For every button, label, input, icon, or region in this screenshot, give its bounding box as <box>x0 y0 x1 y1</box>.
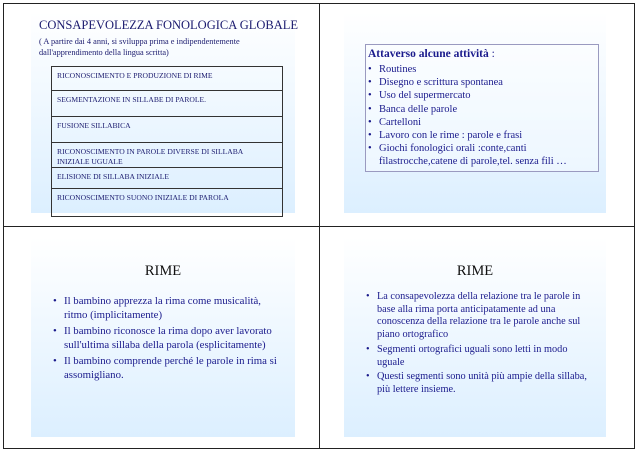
list-item: • Uso del supermercato <box>368 89 600 102</box>
slide-title: RIME <box>144 263 182 279</box>
activities-heading-bold: Attaverso alcune attività <box>368 48 489 60</box>
list-item: • Il bambino comprende perché le parole in rima si assomigliano. <box>53 354 278 382</box>
list-item: • Lavoro con le rime : parole e frasi <box>368 129 600 142</box>
list-item: • Il bambino apprezza la rima come musicalità, ritmo (implicitamente) <box>53 294 278 322</box>
list-item: • Banca delle parole <box>368 103 600 116</box>
slide-rime-1 <box>31 237 295 437</box>
list-item: • Il bambino riconosce la rima dopo aver lavorato sull'ultima sillaba della parola (esplicitamente) <box>53 324 278 352</box>
horizontal-divider <box>4 226 634 227</box>
rime-list <box>53 294 278 384</box>
table-row: FUSIONE SILLABICA <box>52 117 282 143</box>
list-item: • Segmenti ortografici uguali sono letti in modo uguale <box>366 344 592 369</box>
slide-consapevolezza <box>31 12 299 213</box>
table-row: RICONOSCIMENTO E PRODUZIONE DI RIME <box>52 67 282 91</box>
slide-attivita <box>344 12 606 213</box>
list-item: • Disegno e scrittura spontanea <box>368 76 600 89</box>
skills-table <box>51 66 283 217</box>
table-row: ELISIONE DI SILLABA INIZIALE <box>52 168 282 189</box>
slide-rime-2 <box>344 237 606 437</box>
table-row: RICONOSCIMENTO SUONO INIZIALE DI PAROLA <box>57 193 229 202</box>
slide-subtitle: ( A partire dai 4 anni, si sviluppa prima e indipendentemente dall'apprendimento della lingua scritta) <box>39 37 240 57</box>
handout-sheet <box>3 3 635 449</box>
activities-list <box>368 63 600 169</box>
table-row: RICONOSCIMENTO IN PAROLE DIVERSE DI SILLABA INIZIALE UGUALE <box>52 143 282 168</box>
list-item: • Routines <box>368 63 600 76</box>
list-item: • Questi segmenti sono unità più ampie della sillaba, più lettere insieme. <box>366 371 592 396</box>
activities-heading-tail: : <box>488 48 495 60</box>
slide-title: RIME <box>456 263 494 279</box>
list-item: • Giochi fonologici orali :conte,canti filastrocche,catene di parole,tel. senza fili … <box>368 142 600 168</box>
list-item: • La consapevolezza della relazione tra le parole in base alla rima porta anticipatamente ad una conoscenza della relazione tra le parole anche sul piano ortografico <box>366 291 592 342</box>
table-row: SEGMENTAZIONE IN SILLABE DI PAROLE. <box>52 91 282 117</box>
slide-title: CONSAPEVOLEZZA FONOLOGICA GLOBALE <box>39 18 299 32</box>
list-item: • Cartelloni <box>368 116 600 129</box>
activities-heading <box>368 48 495 60</box>
rime-list <box>366 291 592 399</box>
